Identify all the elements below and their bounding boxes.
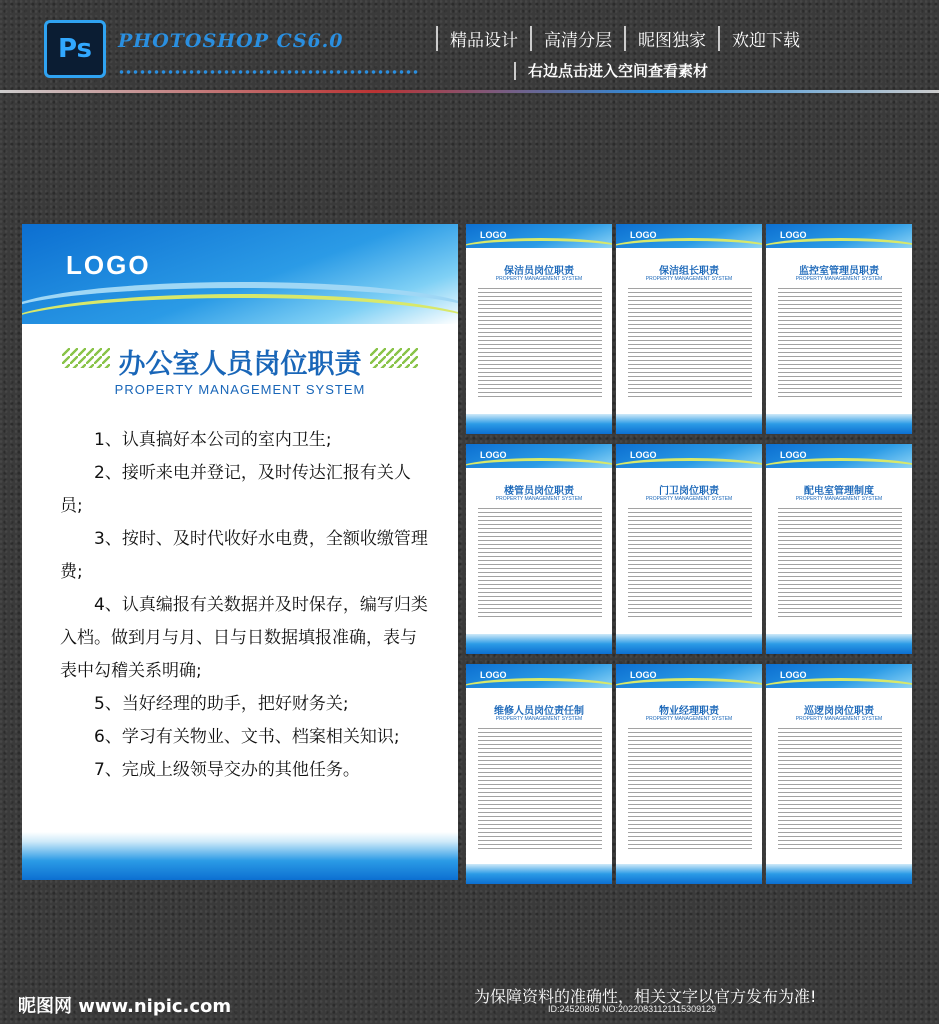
feature-item: 高清分层 bbox=[530, 26, 624, 51]
card-body-text bbox=[478, 508, 602, 620]
card-footer bbox=[616, 634, 762, 654]
card-footer bbox=[616, 864, 762, 884]
card-logo: LOGO bbox=[480, 450, 507, 460]
card-body-text bbox=[478, 728, 602, 850]
card-title: 保洁员岗位职责 bbox=[504, 266, 574, 277]
card-title: 配电室管理制度 bbox=[804, 486, 874, 497]
card-logo: LOGO bbox=[780, 230, 807, 240]
card-subtitle: PROPERTY MANAGEMENT SYSTEM bbox=[495, 716, 583, 722]
accuracy-notice: 为保障资料的准确性，相关文字以官方发布为准! bbox=[474, 987, 817, 1006]
decorative-wave bbox=[766, 458, 912, 481]
duty-item: 2、接听来电并登记，及时传达汇报有关人员; bbox=[60, 463, 411, 516]
card-poster bbox=[766, 664, 912, 884]
card-title: 保洁组长职责 bbox=[659, 266, 719, 277]
decorative-wave bbox=[766, 678, 912, 701]
card-logo: LOGO bbox=[480, 230, 507, 240]
decorative-wave bbox=[466, 678, 612, 701]
card-subtitle: PROPERTY MANAGEMENT SYSTEM bbox=[795, 716, 883, 722]
feature-list bbox=[436, 26, 812, 51]
card-poster bbox=[616, 664, 762, 884]
top-banner bbox=[0, 0, 939, 100]
card-body-text bbox=[778, 288, 902, 400]
site-watermark bbox=[18, 992, 231, 1018]
card-footer bbox=[766, 864, 912, 884]
software-title: PHOTOSHOP CS6.0 bbox=[118, 30, 344, 52]
duty-item: 1、认真搞好本公司的室内卫生; bbox=[94, 430, 332, 450]
card-subtitle: PROPERTY MANAGEMENT SYSTEM bbox=[495, 496, 583, 502]
card-title: 维修人员岗位责任制 bbox=[494, 706, 584, 717]
card-poster bbox=[616, 224, 762, 434]
card-logo: LOGO bbox=[630, 670, 657, 680]
card-title: 监控室管理员职责 bbox=[799, 266, 879, 277]
duty-item: 6、学习有关物业、文书、档案相关知识; bbox=[94, 727, 400, 747]
photoshop-icon: Ps bbox=[44, 20, 106, 78]
card-footer bbox=[766, 634, 912, 654]
feature-item: 欢迎下载 bbox=[718, 26, 812, 51]
card-logo: LOGO bbox=[780, 450, 807, 460]
duty-item: 5、当好经理的助手，把好财务关; bbox=[94, 694, 349, 714]
poster-subtitle: PROPERTY MANAGEMENT SYSTEM bbox=[114, 382, 366, 397]
decorative-wave bbox=[616, 678, 762, 701]
card-footer bbox=[466, 414, 612, 434]
card-logo: LOGO bbox=[630, 230, 657, 240]
poster-title: 办公室人员岗位职责 bbox=[118, 349, 362, 380]
card-title: 门卫岗位职责 bbox=[659, 486, 719, 497]
card-poster bbox=[766, 224, 912, 434]
card-subtitle: PROPERTY MANAGEMENT SYSTEM bbox=[495, 276, 583, 282]
duty-list bbox=[60, 424, 428, 787]
card-subtitle: PROPERTY MANAGEMENT SYSTEM bbox=[645, 496, 733, 502]
card-poster bbox=[466, 664, 612, 884]
card-subtitle: PROPERTY MANAGEMENT SYSTEM bbox=[795, 496, 883, 502]
decorative-wave bbox=[616, 238, 762, 261]
decorative-wave bbox=[466, 238, 612, 261]
feature-item: 精品设计 bbox=[436, 26, 530, 51]
card-body-text bbox=[628, 288, 752, 400]
card-body-text bbox=[628, 728, 752, 850]
card-footer bbox=[766, 414, 912, 434]
card-body-text bbox=[628, 508, 752, 620]
image-id-line: ID:24520805 NO:20220831121115309129 bbox=[548, 1004, 717, 1014]
card-footer bbox=[466, 864, 612, 884]
card-body-text bbox=[778, 508, 902, 620]
site-name: 昵图网 www.nipic.com bbox=[18, 996, 232, 1017]
card-footer bbox=[616, 414, 762, 434]
card-title: 巡逻岗岗位职责 bbox=[804, 706, 874, 717]
card-subtitle: PROPERTY MANAGEMENT SYSTEM bbox=[795, 276, 883, 282]
duty-item: 4、认真编报有关数据并及时保存，编写归类入档。做到月与月、日与日数据填报准确，表与表中勾稽关系明确; bbox=[60, 595, 428, 681]
card-poster bbox=[466, 224, 612, 434]
duty-item: 3、按时、及时代收好水电费，全额收缴管理费; bbox=[60, 529, 428, 582]
card-body-text bbox=[478, 288, 602, 400]
card-logo: LOGO bbox=[780, 670, 807, 680]
card-footer bbox=[466, 634, 612, 654]
card-logo: LOGO bbox=[630, 450, 657, 460]
card-poster bbox=[616, 444, 762, 654]
main-poster bbox=[22, 224, 458, 880]
divider-stripe bbox=[0, 90, 939, 93]
card-body-text bbox=[778, 728, 902, 850]
decorative-wave bbox=[766, 238, 912, 261]
card-title: 楼管员岗位职责 bbox=[504, 486, 574, 497]
card-logo: LOGO bbox=[480, 670, 507, 680]
poster-logo: LOGO bbox=[66, 250, 151, 280]
duty-item: 7、完成上级领导交办的其他任务。 bbox=[94, 760, 360, 780]
card-title: 物业经理职责 bbox=[659, 706, 719, 717]
card-poster bbox=[766, 444, 912, 654]
poster-footer-band bbox=[22, 832, 458, 880]
feature-item: 昵图独家 bbox=[624, 26, 718, 51]
decorative-wave bbox=[466, 458, 612, 481]
card-subtitle: PROPERTY MANAGEMENT SYSTEM bbox=[645, 716, 733, 722]
card-subtitle: PROPERTY MANAGEMENT SYSTEM bbox=[645, 276, 733, 282]
tagline: 右边点击进入空间查看素材 bbox=[528, 62, 709, 80]
card-poster bbox=[466, 444, 612, 654]
decorative-dots bbox=[118, 68, 418, 76]
decorative-wave bbox=[616, 458, 762, 481]
